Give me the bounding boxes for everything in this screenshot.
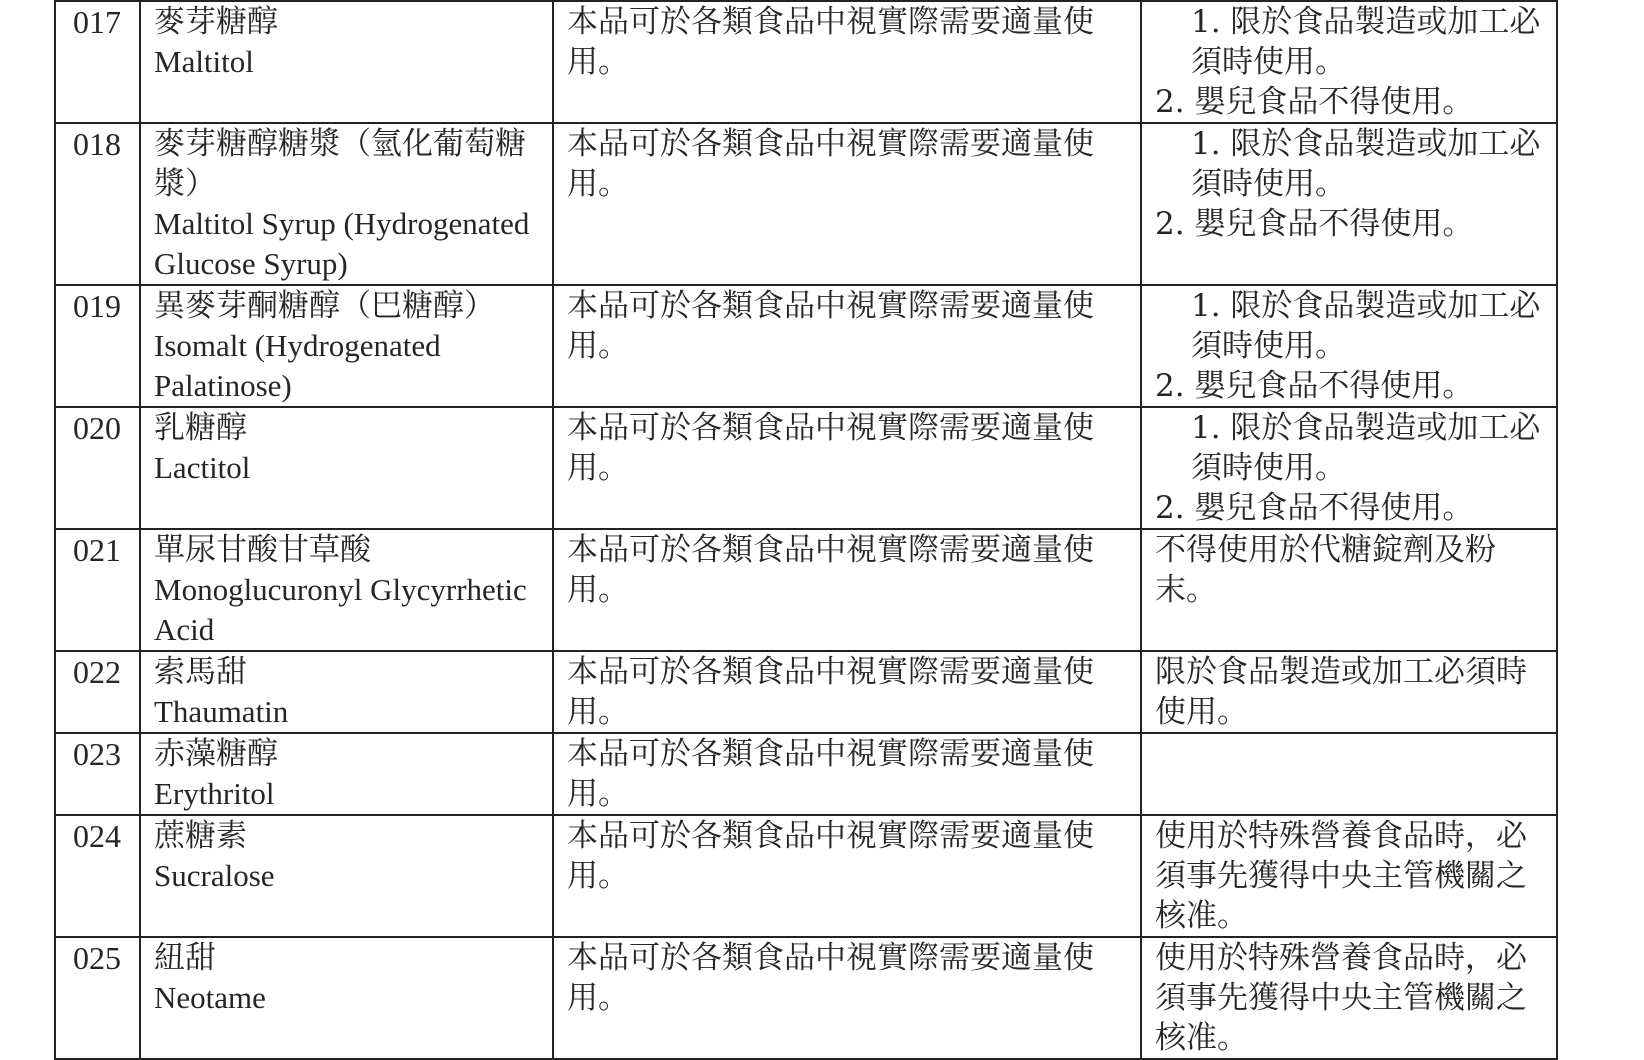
usage-scope: 本品可於各類食品中視實際需要適量使用。 — [553, 651, 1141, 733]
table-row — [55, 937, 1557, 1059]
item-name-en: Erythritol — [154, 776, 275, 811]
usage-limits: 不得使用於代糖錠劑及粉末。 — [1141, 529, 1557, 651]
item-name-cell — [140, 937, 553, 1059]
item-name-cell — [140, 123, 553, 285]
item-name-en: Monoglucuronyl Glycyrrhetic Acid — [154, 572, 527, 647]
item-number: 019 — [55, 285, 140, 407]
item-name-en: Thaumatin — [154, 694, 289, 729]
item-number: 024 — [55, 815, 140, 937]
usage-scope: 本品可於各類食品中視實際需要適量使用。 — [553, 407, 1141, 529]
item-name-cell — [140, 407, 553, 529]
item-number: 023 — [55, 733, 140, 815]
table-row — [55, 285, 1557, 407]
limit-line: 2. 嬰兒食品不得使用。 — [1155, 490, 1474, 526]
limit-line: 2. 嬰兒食品不得使用。 — [1155, 368, 1474, 404]
usage-scope: 本品可於各類食品中視實際需要適量使用。 — [553, 733, 1141, 815]
item-name-cell — [140, 529, 553, 651]
item-name-zh: 索馬甜 — [154, 654, 247, 690]
item-name-cell — [140, 733, 553, 815]
item-name-zh: 麥芽糖醇糖漿（氫化葡萄糖漿） — [154, 126, 526, 202]
item-number: 021 — [55, 529, 140, 651]
usage-scope: 本品可於各類食品中視實際需要適量使用。 — [553, 937, 1141, 1059]
usage-limits: 使用於特殊營養食品時，必須事先獲得中央主管機關之核准。 — [1141, 815, 1557, 937]
item-name-zh: 紐甜 — [154, 940, 216, 976]
usage-limits — [1141, 733, 1557, 815]
item-number: 018 — [55, 123, 140, 285]
item-name-cell — [140, 285, 553, 407]
usage-limits — [1141, 1, 1557, 123]
usage-limits: 限於食品製造或加工必須時使用。 — [1141, 651, 1557, 733]
usage-scope: 本品可於各類食品中視實際需要適量使用。 — [553, 529, 1141, 651]
item-name-en: Sucralose — [154, 858, 275, 893]
item-number: 017 — [55, 1, 140, 123]
item-name-cell — [140, 815, 553, 937]
item-name-en: Maltitol — [154, 44, 254, 79]
limit-line: 2. 嬰兒食品不得使用。 — [1155, 84, 1474, 120]
table-row — [55, 123, 1557, 285]
item-name-en: Maltitol Syrup (Hydrogenated Glucose Syrup) — [154, 206, 530, 281]
item-name-en: Neotame — [154, 980, 266, 1015]
item-number: 025 — [55, 937, 140, 1059]
item-name-zh: 麥芽糖醇 — [154, 4, 278, 40]
usage-limits — [1141, 407, 1557, 529]
usage-limits — [1141, 285, 1557, 407]
usage-scope: 本品可於各類食品中視實際需要適量使用。 — [553, 1, 1141, 123]
table-row — [55, 1, 1557, 123]
item-name-cell — [140, 1, 553, 123]
item-name-zh: 蔗糖素 — [154, 818, 247, 854]
limit-line: 1. 限於食品製造或加工必須時使用。 — [1191, 410, 1541, 486]
item-number: 022 — [55, 651, 140, 733]
item-name-zh: 異麥芽酮糖醇（巴糖醇） — [154, 288, 495, 324]
item-name-cell — [140, 651, 553, 733]
usage-scope: 本品可於各類食品中視實際需要適量使用。 — [553, 123, 1141, 285]
table-row — [55, 529, 1557, 651]
item-name-zh: 赤藻糖醇 — [154, 736, 278, 772]
item-number: 020 — [55, 407, 140, 529]
limit-line: 2. 嬰兒食品不得使用。 — [1155, 206, 1474, 242]
usage-limits: 使用於特殊營養食品時，必須事先獲得中央主管機關之核准。 — [1141, 937, 1557, 1059]
usage-scope: 本品可於各類食品中視實際需要適量使用。 — [553, 285, 1141, 407]
limit-line: 1. 限於食品製造或加工必須時使用。 — [1191, 126, 1541, 202]
table-row — [55, 407, 1557, 529]
table-row — [55, 651, 1557, 733]
usage-limits — [1141, 123, 1557, 285]
additive-table — [54, 0, 1558, 1060]
item-name-en: Lactitol — [154, 450, 251, 485]
item-name-zh: 乳糖醇 — [154, 410, 247, 446]
table-row — [55, 733, 1557, 815]
limit-line: 1. 限於食品製造或加工必須時使用。 — [1191, 288, 1541, 364]
limit-line: 1. 限於食品製造或加工必須時使用。 — [1191, 4, 1541, 80]
table-row — [55, 815, 1557, 937]
item-name-en: Isomalt (Hydrogenated Palatinose) — [154, 328, 441, 403]
usage-scope: 本品可於各類食品中視實際需要適量使用。 — [553, 815, 1141, 937]
item-name-zh: 單尿甘酸甘草酸 — [154, 532, 371, 568]
